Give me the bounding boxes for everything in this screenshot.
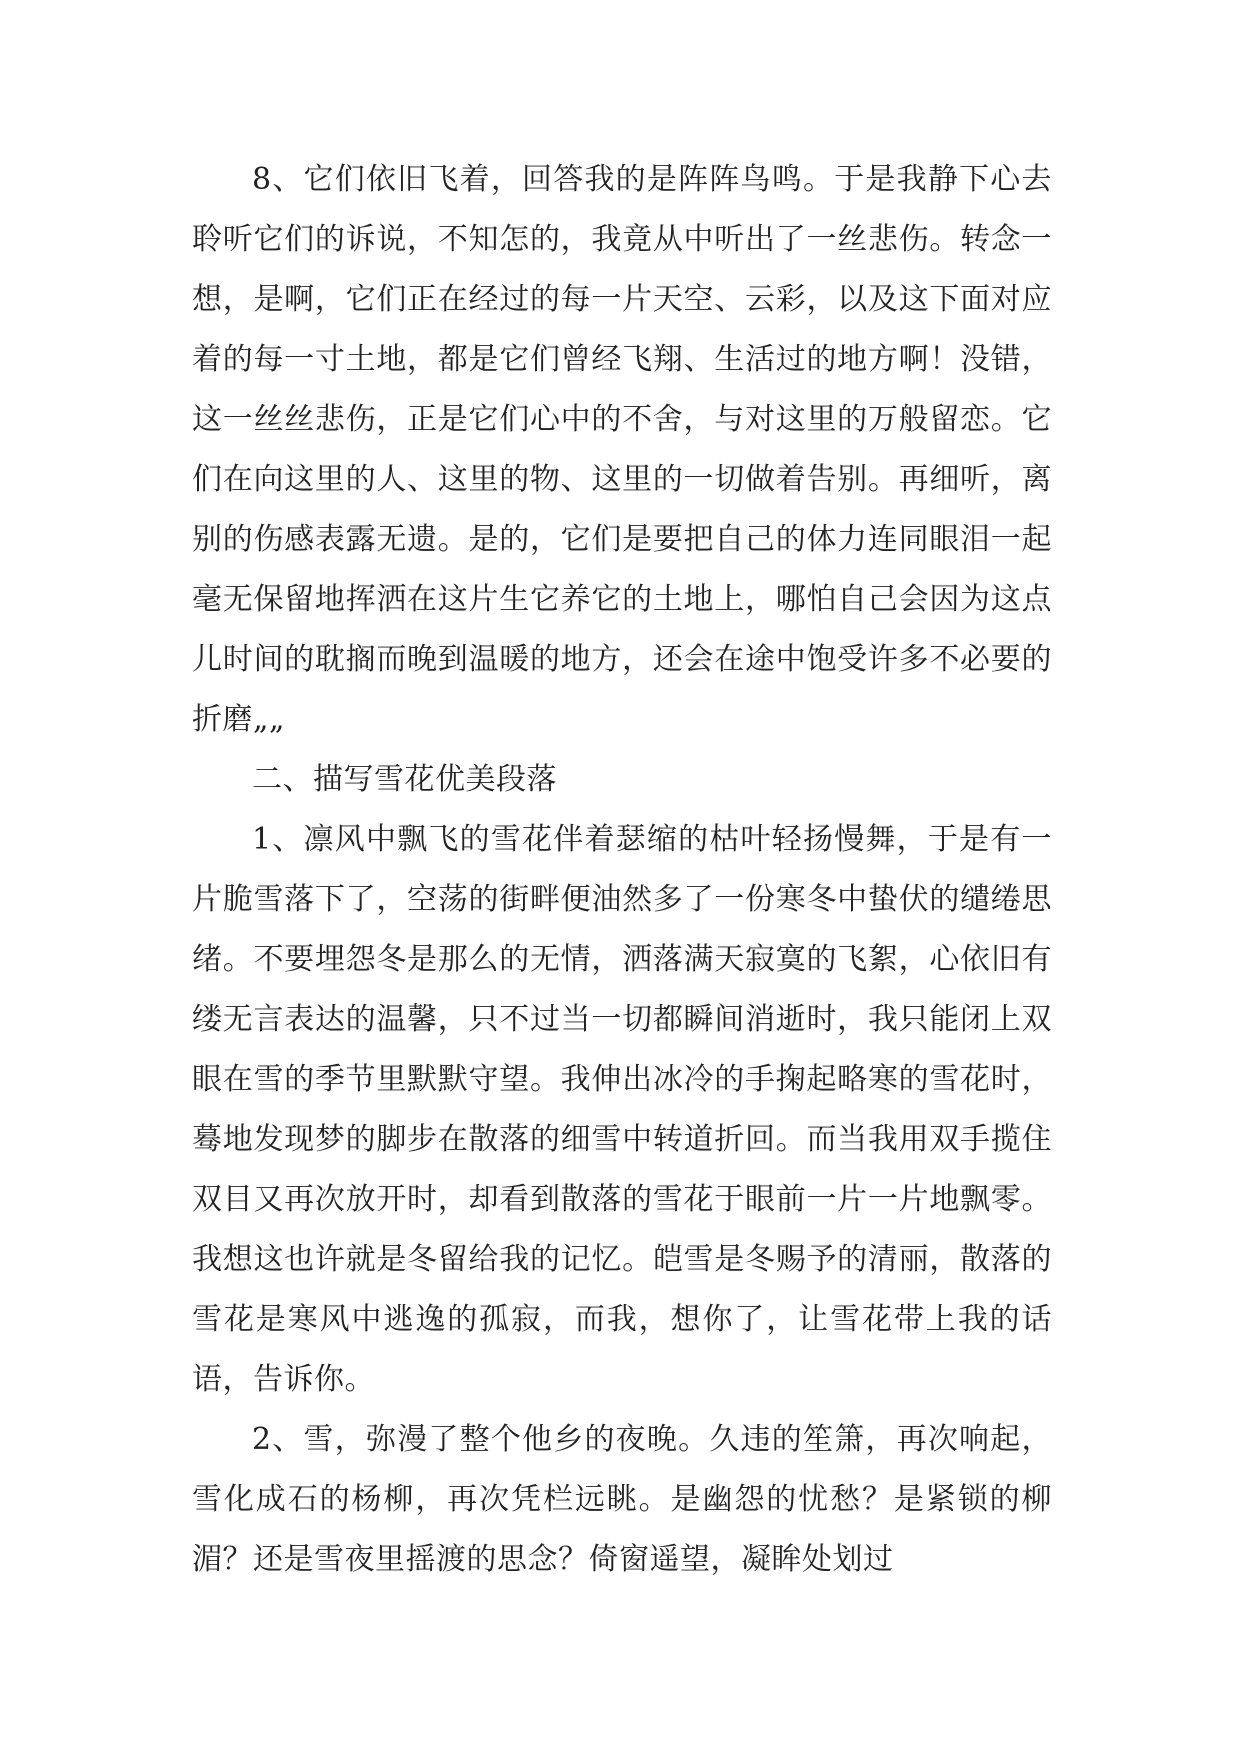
document-page [192, 150, 1052, 1590]
paragraph-1-snow: 1、凛风中飘飞的雪花伴着瑟缩的枯叶轻扬慢舞，于是有一片脆雪落下了，空荡的街畔便油然多了一份寒冬中蛰伏的缱绻思绪。不要埋怨冬是那么的无情，洒落满天寂寞的飞絮，心依旧有缕无言表达的温馨，只不过当一切都瞬间消逝时，我只能闭上双眼在雪的季节里默默守望。我伸出冰冷的手掬起略寒的雪花时，蓦地发现梦的脚步在散落的细雪中转道折回。而当我用双手揽住双目又再次放开时，却看到散落的雪花于眼前一片一片地飘零。我想这也许就是冬留给我的记忆。皑雪是冬赐予的清丽，散落的雪花是寒风中逃逸的孤寂，而我，想你了，让雪花带上我的话语，告诉你。 [192, 822, 1052, 1397]
paragraph-8-birds: 8、它们依旧飞着，回答我的是阵阵鸟鸣。于是我静下心去聆听它们的诉说，不知怎的，我竟从中听出了一丝悲伤。转念一想，是啊，它们正在经过的每一片天空、云彩，以及这下面对应着的每一寸土地，都是它们曾经飞翔、生活过的地方啊！没错，这一丝丝悲伤，正是它们心中的不舍，与对这里的万般留恋。它们在向这里的人、这里的物、这里的一切做着告别。再细听，离别的伤感表露无遗。是的，它们是要把自己的体力连同眼泪一起毫无保留地挥洒在这片生它养它的土地上，哪怕自己会因为这点儿时间的耽搁而晚到温暖的地方，还会在途中饱受许多不必要的折磨„„ [192, 162, 1052, 737]
paragraph-2-snow: 2、雪，弥漫了整个他乡的夜晚。久违的笙箫，再次响起，雪化成石的杨柳，再次凭栏远眺。是幽怨的忧愁？是紧锁的柳湄？还是雪夜里摇渡的思念？倚窗遥望，凝眸处划过 [192, 1422, 1052, 1577]
section-heading-snow: 二、描写雪花优美段落 [252, 762, 557, 797]
